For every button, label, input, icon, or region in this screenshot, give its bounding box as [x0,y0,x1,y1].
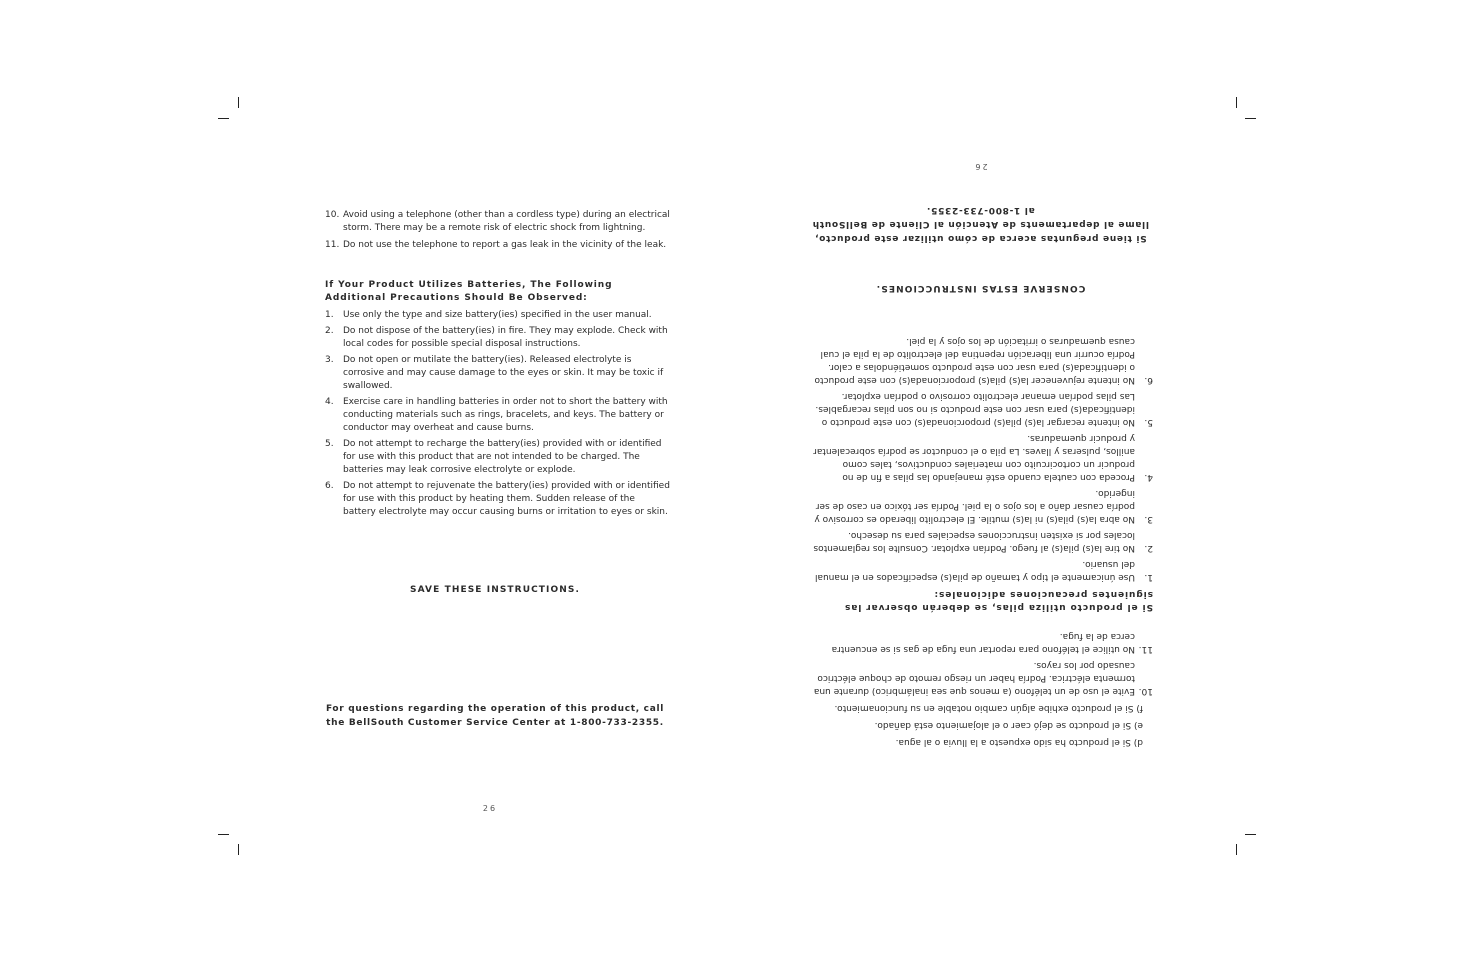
list-item [808,528,1153,554]
item-number: 4. [325,397,334,407]
right-page-rotated [808,128,1153,748]
item-text: Do not open or mutilate the battery(ies). Released electrolyte is corrosive and may cause damage to the eyes or skin. It may be toxic if swallowed. [343,355,664,391]
list-item [808,629,1153,655]
list-item [325,239,670,252]
item-number: 1. [325,310,334,320]
safety-list [325,209,670,252]
item-text: Proceda con cautela cuando esté manejando las pilas a fin de no producir un cortocircuito con materiales conductivos, tales como anillos, pulseras y llaves. La pila o el conductor se podría sobrecalentar y producir quemaduras. [813,433,1135,482]
list-item [808,431,1153,483]
list-item [325,325,670,351]
item-number: 4. [1144,472,1153,482]
crop-mark [238,844,239,855]
list-item [325,309,670,322]
item-number: 11. [325,240,340,250]
item-number: 6. [325,481,334,491]
list-item: d) Si el producto ha sido expuesto a la lluvia o al agua. [895,737,1143,747]
item-number: 1. [1144,572,1153,582]
item-text: Avoid using a telephone (other than a cordless type) during an electrical storm. There may be a remote risk of electric shock from lightning. [343,210,670,233]
list-item: e) Si el producto se dejó caer o el alojamiento está dañado. [874,720,1143,730]
item-text: Use only the type and size battery(ies) specified in the user manual. [343,310,652,320]
battery-heading-es: Si el producto utiliza pilas, se deberán observar las siguientes precauciones adicionales: [844,589,1153,612]
crop-mark [1245,118,1256,119]
item-text: Use únicamente el tipo y tamaño de pila(s) especificados en el manual del usuario. [814,559,1135,582]
item-text: Exercise care in handling batteries in order not to short the battery with conducting materials such as rings, bracelets, and keys. The battery or conductor may overheat and cause burns. [343,397,668,433]
item-number: 5. [325,439,334,449]
item-text: Do not dispose of the battery(ies) in fire. They may explode. Check with local codes for possible special disposal instructions. [343,326,668,349]
save-instructions-es: CONSERVE ESTAS INSTRUCCIONES. [875,283,1086,293]
list-item [808,389,1153,428]
list-item [325,396,670,435]
crop-mark [1245,834,1256,835]
battery-list [325,309,670,519]
spanish-list-numbered [808,629,1153,697]
list-item [808,486,1153,525]
item-number: 10. [1138,686,1153,696]
item-number: 6. [1144,375,1153,385]
page-number: 26 [482,804,498,813]
crop-mark [1236,97,1237,108]
contact-info: For questions regarding the operation of this product, call the BellSouth Customer Service Center at 1-800-733-2355. [325,704,665,728]
item-number: 2. [1144,543,1153,553]
list-item [325,354,670,393]
list-item [325,209,670,235]
page-number: 26 [973,162,988,171]
battery-list-es [808,334,1153,583]
battery-heading: If Your Product Utilizes Batteries, The Following Additional Precautions Should Be Observed: [325,280,613,303]
item-text: No tire la(s) pila(s) al fuego. Podrían explotar. Consulte los reglamentos locales por si existen instrucciones especiales para su desecho. [813,530,1135,553]
item-text: No intente recargar la(s) pila(s) proporcionada(s) con este producto o identificada(s) para usar con este producto si no son pilas recargables. Las pilas podrían emanar electrolito corrosivo o podrían explotar. [815,391,1135,427]
crop-mark [218,834,229,835]
list-item [325,438,670,477]
list-item [808,658,1153,697]
item-number: 3. [325,355,334,365]
item-text: Do not attempt to recharge the battery(ies) provided with or identified for use with this product that are not intended to be charged. The batteries may leak corrosive electrolyte or explode. [343,439,662,475]
crop-mark [238,97,239,108]
item-number: 2. [325,326,334,336]
item-text: Do not attempt to rejuvenate the battery(ies) provided with or identified for use with this product by heating them. Sudden release of the battery electrolyte may occur causing burns or irritation to eyes or skin. [343,481,670,517]
item-number: 3. [1144,514,1153,524]
list-item [808,557,1153,583]
spanish-list-letters [808,701,1153,748]
item-number: 11. [1138,644,1153,654]
list-item [808,334,1153,386]
item-text: No utilice el teléfono para reportar una fuga de gas si se encuentra cerca de la fuga. [831,631,1135,654]
list-item: f) Si el producto exhibe algún cambio notable en su funcionamiento. [834,703,1143,713]
crop-mark [1236,844,1237,855]
contact-info-es: Si tiene preguntas acerca de cómo utilizar este producto, llame al departaments de Atención al Cliente de BellSouth al 1-800-733-2355. [812,205,1149,243]
list-item [325,480,670,519]
item-text: Evite el uso de un teléfono (a menos que sea inalámbrico) durante una tormenta eléctrica. Podría haber un riesgo remoto de choque eléctrico causado por los rayos. [813,660,1135,696]
item-number: 5. [1144,417,1153,427]
item-number: 10. [325,210,340,220]
item-text: No intente rejuvenecer la(s) pila(s) proporcionada(s) con este producto o identificada(s) para usar con este producto sometiéndolas a calor. Podría ocurrir una liberación repentina del electrolito de la pila el cual causa quemaduras o irritación de los ojos y la piel. [814,336,1135,385]
left-page [325,209,670,522]
item-text: Do not use the telephone to report a gas leak in the vicinity of the leak. [343,240,667,250]
item-text: No abra la(s) pila(s) ni la(s) mutile. El electrolito liberado es corrosivo y podría causar daño a los ojos o la piel. Podría ser tóxico en caso de ser ingerido. [814,488,1135,524]
crop-mark [218,118,229,119]
save-instructions: SAVE THESE INSTRUCTIONS. [410,585,580,595]
